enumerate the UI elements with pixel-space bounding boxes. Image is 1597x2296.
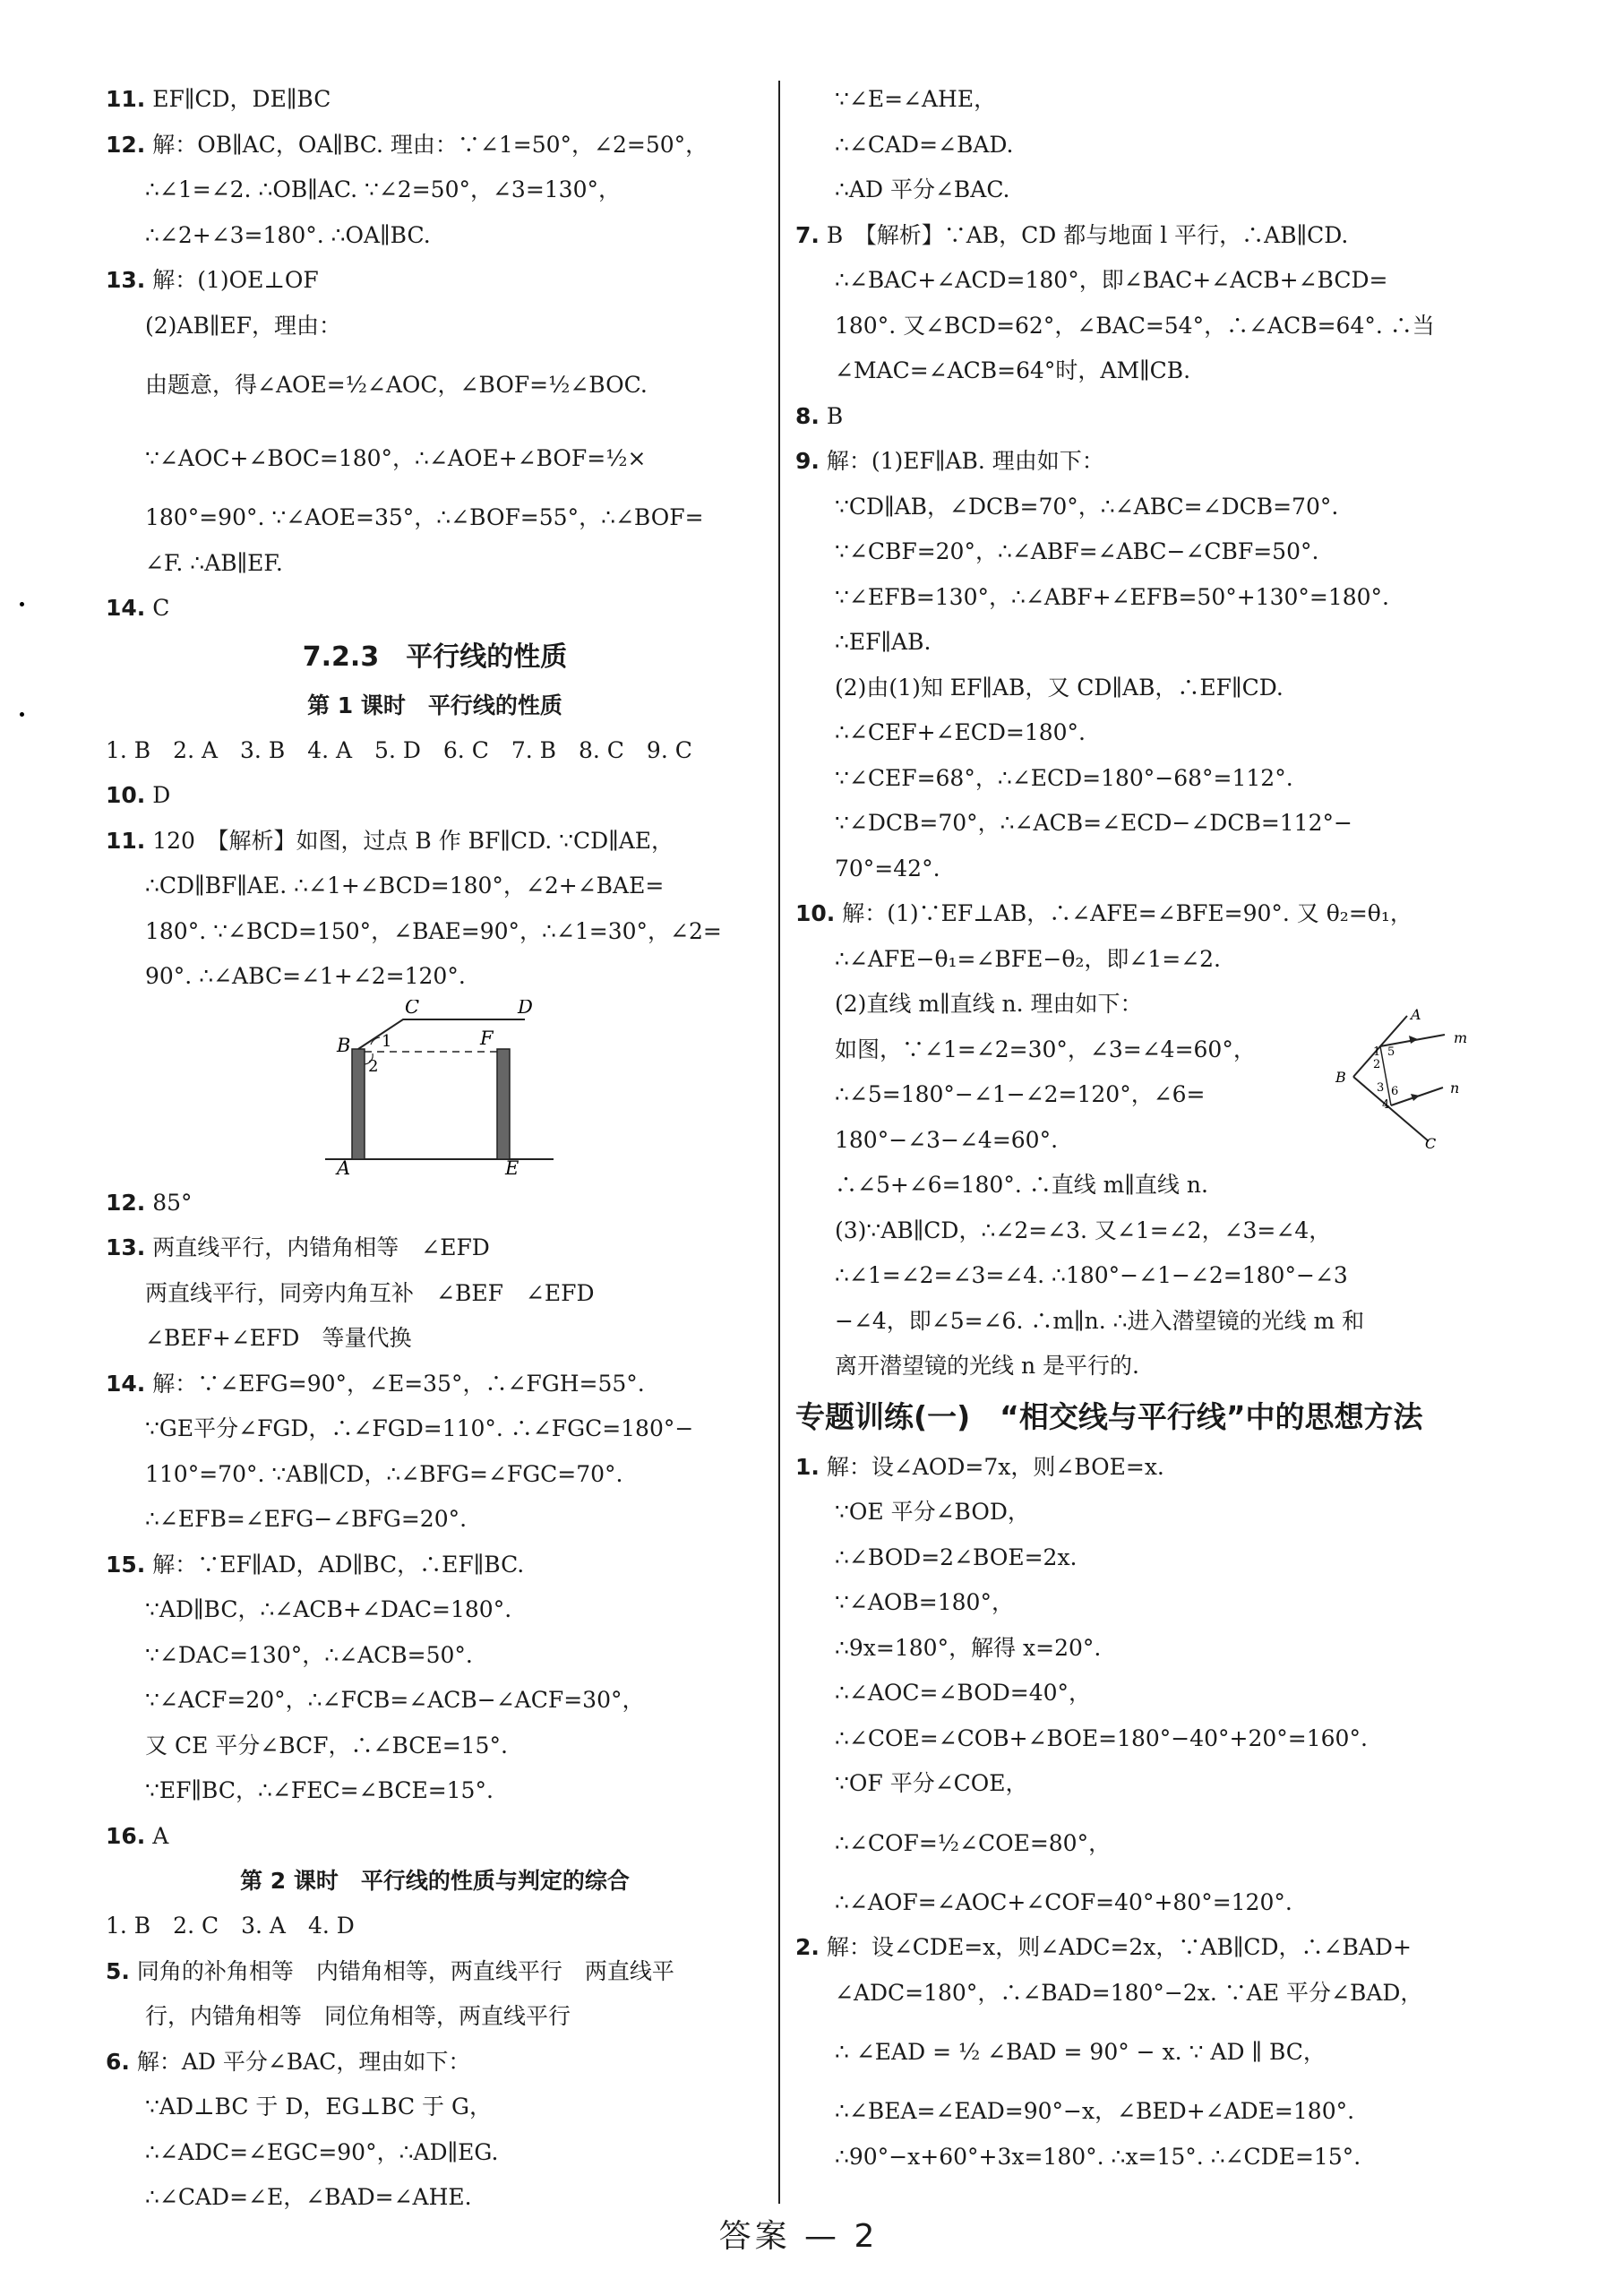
question-number: 12. <box>106 131 146 158</box>
answer-text: ∠ADC=180°，∴∠BAD=180°−2x. ∵AE 平分∠BAD， <box>835 1979 1423 2006</box>
answer-line <box>795 937 1485 983</box>
answer-line <box>106 1724 764 1769</box>
answer-text: 两直线平行，内错角相等 ∠EFD <box>145 1234 490 1260</box>
answer-text: 专题训练(一) “相交线与平行线”中的思想方法 <box>795 1398 1423 1434</box>
answer-text: 解：AD 平分∠BAC，理由如下： <box>129 2048 471 2075</box>
question-number: 16. <box>106 1822 146 1849</box>
answer-line <box>795 801 1485 847</box>
answer-line <box>795 485 1485 530</box>
answer-line <box>795 2016 1485 2089</box>
answer-text: 解：OB∥AC，OA∥BC. 理由：∵∠1=50°，∠2=50°， <box>145 131 708 158</box>
answer-text: 180°=90°. ∵∠AOE=35°，∴∠BOF=55°，∴∠BOF= <box>145 504 704 530</box>
answer-line <box>795 1445 1485 1491</box>
page-footer: 答案 — 2 <box>718 2218 879 2255</box>
answer-text: ∴∠COE=∠COB+∠BOE=180°−40°+20°=160°. <box>835 1724 1368 1751</box>
figure-label: 2 <box>1373 1058 1381 1071</box>
answer-line <box>795 168 1485 213</box>
figure-label: 6 <box>1391 1085 1399 1098</box>
answer-line <box>106 909 764 955</box>
figure-label: F <box>480 1027 494 1049</box>
answer-text: ∵∠E=∠AHE， <box>835 86 997 112</box>
figure-block <box>1328 1005 1485 1148</box>
answer-line <box>106 1678 764 1724</box>
answer-line <box>795 1807 1485 1880</box>
answer-line <box>795 620 1485 666</box>
answer-text: ∵OE 平分∠BOD， <box>835 1499 1030 1525</box>
answer-text: ∵∠EFB=130°，∴∠ABF+∠EFB=50°+130°=180°. <box>835 583 1390 610</box>
answer-text: ∴∠5+∠6=180°. ∴直线 m∥直线 n. <box>835 1172 1208 1198</box>
answer-text: 1. B 2. A 3. B 4. A 5. D 6. C 7. B 8. C 9. C <box>106 736 692 763</box>
answer-text: 180°. ∵∠BCD=150°，∠BAE=90°，∴∠1=30°，∠2= <box>145 917 722 944</box>
answer-text: 1. B 2. C 3. A 4. D <box>106 1913 355 1939</box>
answer-line <box>106 168 764 213</box>
answer-text: ∴∠EFB=∠EFG−∠BFG=20°. <box>145 1506 468 1532</box>
answer-line <box>795 1925 1485 1971</box>
answer-text: ∵∠ACF=20°，∴∠FCB=∠ACB−∠ACF=30°， <box>145 1687 645 1713</box>
left-column <box>106 77 764 2221</box>
answer-line <box>795 710 1485 756</box>
answer-line <box>106 728 764 774</box>
answer-line <box>795 304 1485 349</box>
answer-text: 解：(1)∵EF⊥AB，∴∠AFE=∠BFE=90°. 又 θ₂=θ₁， <box>835 900 1412 926</box>
answer-text: B 【解析】∵AB，CD 都与地面 l 平行，∴AB∥CD. <box>819 221 1349 248</box>
answer-text: 解：(1)EF∥AB. 理由如下： <box>819 448 1104 474</box>
answer-line <box>795 1490 1485 1535</box>
answer-text: ∠MAC=∠ACB=64°时，AM∥CB. <box>835 357 1191 383</box>
answer-line <box>106 258 764 304</box>
answer-line <box>106 1814 764 1860</box>
answer-line <box>795 1344 1485 1389</box>
answer-line <box>795 891 1485 937</box>
section-heading <box>106 1859 764 1904</box>
answer-text: ∠F. ∴AB∥EF. <box>145 549 283 576</box>
question-number: 12. <box>106 1189 146 1216</box>
answer-line <box>106 495 764 541</box>
question-number: 10. <box>795 900 836 926</box>
answer-text: ∵OF 平分∠COE， <box>835 1770 1028 1796</box>
answer-line <box>106 2040 764 2085</box>
answer-line <box>795 1299 1485 1345</box>
answer-line <box>106 1994 764 2040</box>
answer-text: ∵GE平分∠FGD，∴∠FGD=110°. ∴∠FGC=180°− <box>145 1415 694 1441</box>
answer-text: ∵CD∥AB，∠DCB=70°，∴∠ABC=∠DCB=70°. <box>835 493 1339 520</box>
answer-line <box>106 1543 764 1588</box>
question-number: 13. <box>106 1234 146 1260</box>
figure-label: 1 <box>382 1031 392 1051</box>
answer-text: 180°−∠3−∠4=60°. <box>835 1126 1059 1153</box>
answer-line <box>106 864 764 909</box>
answer-line <box>106 819 764 864</box>
answer-text: ∠BEF+∠EFD 等量代换 <box>145 1325 412 1351</box>
question-number: 11. <box>106 827 146 854</box>
section-heading <box>106 684 764 728</box>
answer-text: B <box>819 402 844 429</box>
question-number: 11. <box>106 86 146 112</box>
figure-label: A <box>1411 1006 1421 1023</box>
answer-text: 解：∵EF∥AD，AD∥BC，∴EF∥BC. <box>145 1551 525 1578</box>
answer-text: 解：(1)OE⊥OF <box>145 267 319 293</box>
answer-text: 离开潜望镜的光线 n 是平行的. <box>835 1353 1139 1379</box>
answer-text: −∠4，即∠5=∠6. ∴m∥n. ∴进入潜望镜的光线 m 和 <box>835 1307 1365 1334</box>
answer-line <box>106 1406 764 1452</box>
answer-line <box>795 1761 1485 1807</box>
figure-label: B <box>1335 1069 1346 1086</box>
answer-text: ∵∠CEF=68°，∴∠ECD=180°−68°=112°. <box>835 764 1293 791</box>
answer-line <box>795 1971 1485 2017</box>
question-number: 8. <box>795 402 820 429</box>
answer-line <box>795 1626 1485 1672</box>
answer-line <box>795 1880 1485 1926</box>
figure-block <box>106 1000 764 1181</box>
answer-text: ∵∠AOC+∠BOC=180°，∴∠AOE+∠BOF=½× <box>145 445 647 471</box>
question-number: 9. <box>795 448 820 474</box>
answer-line <box>106 1181 764 1226</box>
answer-line <box>106 954 764 1000</box>
answer-line <box>795 348 1485 394</box>
answer-text: ∴∠1=∠2=∠3=∠4. ∴180°−∠1−∠2=180°−∠3 <box>835 1262 1348 1288</box>
question-number: 2. <box>795 1934 820 1960</box>
answer-text: ∴EF∥AB. <box>835 629 932 655</box>
answer-line <box>106 123 764 168</box>
answer-line <box>106 2085 764 2130</box>
answer-line <box>106 1452 764 1498</box>
pillars-figure <box>106 1000 764 1174</box>
answer-line <box>106 1362 764 1407</box>
answer-text: ∵EF∥BC，∴∠FEC=∠BCE=15°. <box>145 1777 494 1803</box>
question-number: 7. <box>795 221 820 248</box>
answer-line <box>106 541 764 587</box>
answer-line <box>106 1587 764 1633</box>
answer-text: ∴∠CAD=∠BAD. <box>835 131 1014 158</box>
answer-text: (2)由(1)知 EF∥AB，又 CD∥AB，∴EF∥CD. <box>835 674 1284 701</box>
figure-label: C <box>405 999 420 1018</box>
answer-text: 由题意，得∠AOE=½∠AOC，∠BOF=½∠BOC. <box>145 372 648 398</box>
figure-label: 2 <box>368 1056 379 1076</box>
figure-label: D <box>518 999 533 1018</box>
answer-line <box>795 666 1485 711</box>
answer-text: ∴∠5=180°−∠1−∠2=120°，∠6= <box>835 1081 1206 1107</box>
answer-text: ∴CD∥BF∥AE. ∴∠1+∠BCD=180°，∠2+∠BAE= <box>145 873 665 899</box>
answer-text: ∵∠DAC=130°，∴∠ACB=50°. <box>145 1641 473 1668</box>
section-heading <box>795 1389 1485 1445</box>
answer-text: (2)直线 m∥直线 n. 理由如下： <box>835 991 1143 1017</box>
question-number: 13. <box>106 267 146 293</box>
answer-text: 解：设∠CDE=x，则∠ADC=2x，∵AB∥CD，∴∠BAD+ <box>819 1934 1412 1960</box>
answer-line <box>795 1208 1485 1254</box>
answer-line <box>106 348 764 422</box>
margin-mark <box>20 712 24 717</box>
answer-line <box>795 847 1485 892</box>
answer-text: 行，内错角相等 同位角相等，两直线平行 <box>145 2003 571 2029</box>
answer-line <box>795 1580 1485 1626</box>
periscope-figure <box>1328 1005 1485 1148</box>
answer-text: ∴∠AFE−θ₁=∠BFE−θ₂，即∠1=∠2. <box>835 945 1222 972</box>
question-number: 14. <box>106 595 146 621</box>
answer-text: ∴∠ADC=∠EGC=90°，∴AD∥EG. <box>145 2138 499 2165</box>
answer-line <box>795 575 1485 621</box>
answer-text: 第 2 课时 平行线的性质与判定的综合 <box>240 1868 630 1894</box>
answer-line <box>795 2135 1485 2180</box>
answer-text: 解：∵∠EFG=90°，∠E=35°，∴∠FGH=55°. <box>145 1370 645 1397</box>
answer-line <box>795 529 1485 575</box>
answer-text: 90°. ∴∠ABC=∠1+∠2=120°. <box>145 963 466 989</box>
answer-line <box>795 123 1485 168</box>
answer-line <box>795 394 1485 440</box>
figure-label: 1 <box>1373 1045 1381 1059</box>
answer-text: ∴90°−x+60°+3x=180°. ∴x=15°. ∴∠CDE=15°. <box>835 2143 1361 2170</box>
answer-line <box>106 1949 764 1995</box>
answer-text: (3)∵AB∥CD，∴∠2=∠3. 又∠1=∠2，∠3=∠4， <box>835 1217 1332 1243</box>
figure-label: m <box>1454 1029 1468 1046</box>
answer-text: ∴∠AOC=∠BOD=40°， <box>835 1680 1092 1706</box>
answer-text: 180°. 又∠BCD=62°，∠BAC=54°，∴∠ACB=64°. ∴当 <box>835 312 1435 339</box>
answer-text: ∴∠COF=½∠COE=80°， <box>835 1829 1112 1856</box>
answer-text: EF∥CD，DE∥BC <box>145 86 331 112</box>
answer-line <box>106 1271 764 1317</box>
answer-line <box>106 1316 764 1362</box>
answer-text: 两直线平行，同旁内角互补 ∠BEF ∠EFD <box>145 1279 595 1306</box>
answer-text: 又 CE 平分∠BCF，∴∠BCE=15°. <box>145 1732 508 1759</box>
answer-line <box>795 2089 1485 2135</box>
right-column <box>795 77 1485 2180</box>
answer-text: 同角的补角相等 内错角相等，两直线平行 两直线平 <box>129 1957 674 1984</box>
answer-text: (2)AB∥EF，理由： <box>145 312 341 339</box>
answer-text: ∵∠AOB=180°， <box>835 1589 1014 1615</box>
answer-line <box>106 1497 764 1543</box>
answer-line <box>795 1535 1485 1581</box>
answer-text: ∵∠DCB=70°，∴∠ACB=∠ECD−∠DCB=112°− <box>835 810 1352 836</box>
answer-text: ∴∠2+∠3=180°. ∴OA∥BC. <box>145 221 431 248</box>
answer-text: A <box>145 1822 169 1849</box>
answer-text: ∴9x=180°，解得 x=20°. <box>835 1634 1102 1661</box>
answer-text: 如图，∵∠1=∠2=30°，∠3=∠4=60°， <box>835 1036 1256 1062</box>
question-number: 5. <box>106 1957 130 1984</box>
margin-mark <box>20 602 24 606</box>
answer-line <box>106 422 764 495</box>
answer-text: ∴∠1=∠2. ∴OB∥AC. ∵∠2=50°，∠3=130°， <box>145 176 621 202</box>
answer-text: 第 1 课时 平行线的性质 <box>307 692 562 718</box>
answer-line <box>795 439 1485 485</box>
figure-label: 5 <box>1387 1045 1395 1059</box>
question-number: 1. <box>795 1453 820 1480</box>
answer-line <box>106 2130 764 2176</box>
answer-line <box>106 1904 764 1949</box>
figure-label: A <box>337 1157 351 1174</box>
figure-label: 3 <box>1377 1081 1385 1095</box>
answer-text: ∴∠BAC+∠ACD=180°，即∠BAC+∠ACB+∠BCD= <box>835 267 1388 293</box>
answer-text: ∴ ∠EAD = ½ ∠BAD = 90° − x. ∵ AD ∥ BC， <box>835 2039 1326 2065</box>
answer-text: ∴∠BOD=2∠BOE=2x. <box>835 1544 1078 1570</box>
figure-label: n <box>1450 1079 1460 1096</box>
answer-text: 85° <box>145 1189 193 1216</box>
answer-text: D <box>145 782 171 808</box>
question-number: 15. <box>106 1551 146 1578</box>
answer-text: 120 【解析】如图，过点 B 作 BF∥CD. ∵CD∥AE， <box>145 827 674 854</box>
answer-text: 110°=70°. ∵AB∥CD，∴∠BFG=∠FGC=70°. <box>145 1460 623 1487</box>
answer-line <box>795 756 1485 802</box>
answer-line <box>106 213 764 259</box>
answer-text: 70°=42°. <box>835 855 940 881</box>
question-number: 10. <box>106 782 146 808</box>
figure-label: 4 <box>1382 1098 1390 1112</box>
answer-text: 解：设∠AOD=7x，则∠BOE=x. <box>819 1453 1164 1480</box>
answer-line <box>106 304 764 349</box>
answer-line <box>795 213 1485 259</box>
section-heading <box>106 632 764 684</box>
answer-text: 7.2.3 平行线的性质 <box>302 641 568 673</box>
answer-line <box>795 1671 1485 1716</box>
answer-text: ∵AD∥BC，∴∠ACB+∠DAC=180°. <box>145 1596 512 1622</box>
question-number: 6. <box>106 2048 130 2075</box>
answer-line <box>106 77 764 123</box>
answer-line <box>106 1633 764 1679</box>
answer-text: ∴∠BEA=∠EAD=90°−x，∠BED+∠ADE=180°. <box>835 2098 1355 2124</box>
answer-text: C <box>145 595 170 621</box>
figure-label: E <box>505 1157 519 1174</box>
answer-text: ∵AD⊥BC 于 D，EG⊥BC 于 G， <box>145 2094 492 2120</box>
question-number: 14. <box>106 1370 146 1397</box>
answer-text: ∴∠CAD=∠E，∠BAD=∠AHE. <box>145 2184 472 2210</box>
answer-line <box>106 1225 764 1271</box>
figure-label: B <box>337 1034 351 1056</box>
answer-line <box>795 258 1485 304</box>
column-divider <box>778 81 780 2204</box>
answer-line <box>106 1768 764 1814</box>
answer-line <box>795 1163 1485 1208</box>
answer-text: ∵∠CBF=20°，∴∠ABF=∠ABC−∠CBF=50°. <box>835 538 1319 564</box>
answer-line <box>795 1716 1485 1762</box>
answer-line <box>795 77 1485 123</box>
answer-line <box>106 773 764 819</box>
answer-text: ∴∠AOF=∠AOC+∠COF=40°+80°=120°. <box>835 1888 1292 1915</box>
answer-line <box>106 586 764 632</box>
answer-text: ∴∠CEF+∠ECD=180°. <box>835 719 1086 745</box>
figure-label: C <box>1425 1135 1437 1148</box>
answer-text: ∴AD 平分∠BAC. <box>835 176 1010 202</box>
answer-line <box>795 1253 1485 1299</box>
